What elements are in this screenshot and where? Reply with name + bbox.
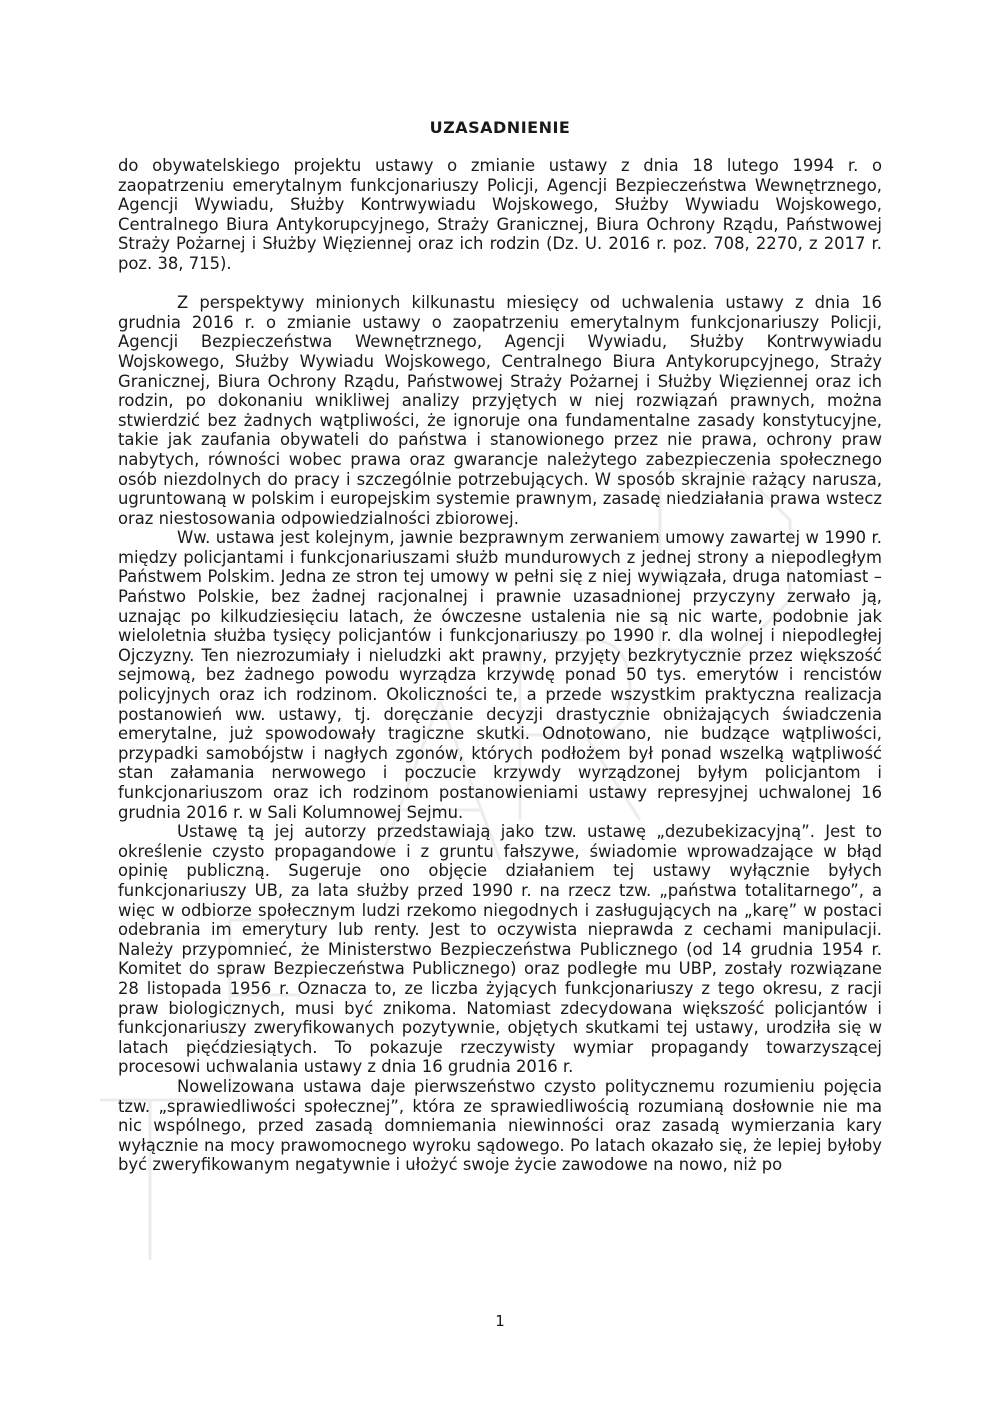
body-paragraph: Ustawę tą jej autorzy przedstawiają jako tzw. ustawę „dezubekizacyjną”. Jest to określenie czysto propagandowe i z gruntu fałszywe, świadomie wprowadzające w błąd opinię publiczną. Sugeruje ono objęcie działaniem tej ustawy wyłącznie byłych funkcjonariuszy UB, za lata służby przed 1990 r. na rzecz tzw. „państwa totalitarnego”, a więc w odbiorze społecznym ludzi rzekomo niegodnych i zasługujących na „karę” w postaci odebrania im emerytury lub renty. Jest to oczywista nieprawda z cechami manipulacji. Należy przypomnieć, że Ministerstwo Bezpieczeństwa Publicznego (od 14 grudnia 1954 r. Komitet do spraw Bezpieczeństwa Publicznego) oraz podległe mu UBP, zostały rozwiązane 28 listopada 1956 r. Oznacza to, ze liczba żyjących funkcjonariuszy z tego okresu, z racji praw biologicznych, musi być znikoma. Natomiast zdecydowana większość policjantów i funkcjonariuszy zweryfikowanych pozytywnie, objętych skutkami tej ustawy, urodziła się w latach pięćdziesiątych. To pokazuje rzeczywisty wymiar propagandy towarzyszącej procesowi uchwalania ustawy z dnia 16 grudnia 2016 r. [118, 822, 882, 1077]
body-paragraph: Z perspektywy minionych kilkunastu miesięcy od uchwalenia ustawy z dnia 16 grudnia 2016 r. o zmianie ustawy o zaopatrzeniu emerytalnym funkcjonariuszy Policji, Agencji Bezpieczeństwa Wewnętrznego, Agencji Wywiadu, Służby Kontrwywiadu Wojskowego, Służby Wywiadu Wojskowego, Centralnego Biura Antykorupcyjnego, Straży Granicznej, Biura Ochrony Rządu, Państwowej Straży Pożarnej i Służby Więziennej oraz ich rodzin, po dokonaniu wnikliwej analizy przyjętych w niej rozwiązań prawnych, można stwierdzić bez żadnych wątpliwości, że ignoruje ona fundamentalne zasady konstytucyjne, takie jak zaufania obywateli do państwa i stanowionego przez nie prawa, ochrony praw nabytych, równości wobec prawa oraz gwarancje należytego zabezpieczenia społecznego osób niezdolnych do pracy i szczególnie potrzebujących. W sposób skrajnie rażący narusza, ugruntowaną w polskim i europejskim systemie prawnym, zasadę niedziałania prawa wstecz oraz niestosowania odpowiedzialności zbiorowej. [118, 293, 882, 528]
document-body [118, 156, 882, 1175]
body-paragraph: Ww. ustawa jest kolejnym, jawnie bezprawnym zerwaniem umowy zawartej w 1990 r. między policjantami i funkcjonariuszami służb mundurowych z jednej strony a niepodległym Państwem Polskim. Jedna ze stron tej umowy w pełni się z niej wywiązała, druga natomiast – Państwo Polskie, bez żadnej racjonalnej i prawnie uzasadnionej przyczyny zerwało ją, uznając po kilkudziesięciu latach, że ówczesne ustalenia nie są nic warte, podobnie jak wieloletnia służba tysięcy policjantów i funkcjonariuszy po 1990 r. dla wolnej i niepodległej Ojczyzny. Ten niezrozumiały i nieludzki akt prawny, przyjęty bezkrytycznie przez większość sejmową, bez żadnego powodu wyrządza krzywdę ponad 50 tys. emerytów i rencistów policyjnych oraz ich rodzinom. Okoliczności te, a przede wszystkim praktyczna realizacja postanowień ww. ustawy, tj. doręczanie decyzji drastycznie obniżających świadczenia emerytalne, już spowodowały tragiczne skutki. Odnotowano, nie budzące wątpliwości, przypadki samobójstw i nagłych zgonów, których podłożem był ponad wszelką wątpliwość stan załamania nerwowego i poczucie krzywdy wyrządzonej byłym policjantom i funkcjonariuszom oraz ich rodzinom postanowieniami ustawy represyjnej uchwalonej 16 grudnia 2016 r. w Sali Kolumnowej Sejmu. [118, 528, 882, 822]
body-paragraph: Nowelizowana ustawa daje pierwszeństwo czysto politycznemu rozumieniu pojęcia tzw. „sprawiedliwości społecznej”, która ze sprawiedliwością rozumianą dosłownie nie ma nic wspólnego, przed zasadą domniemania niewinności oraz zasadą wymierzania kary wyłącznie na mocy prawomocnego wyroku sądowego. Po latach okazało się, że lepiej byłoby być zweryfikowanym negatywnie i ułożyć swoje życie zawodowe na nowo, niż po [118, 1076, 882, 1175]
document-title: UZASADNIENIE [429, 118, 571, 137]
page-number: 1 [495, 1312, 505, 1330]
intro-paragraph: do obywatelskiego projektu ustawy o zmianie ustawy z dnia 18 lutego 1994 r. o zaopatrzeniu emerytalnym funkcjonariuszy Policji, Agencji Bezpieczeństwa Wewnętrznego, Agencji Wywiadu, Służby Kontrwywiadu Wojskowego, Służby Wywiadu Wojskowego, Centralnego Biura Antykorupcyjnego, Straży Granicznej, Biura Ochrony Rządu, Państwowej Straży Pożarnej i Służby Więziennej oraz ich rodzin (Dz. U. 2016 r. poz. 708, 2270, z 2017 r. poz. 38, 715). [118, 156, 882, 273]
